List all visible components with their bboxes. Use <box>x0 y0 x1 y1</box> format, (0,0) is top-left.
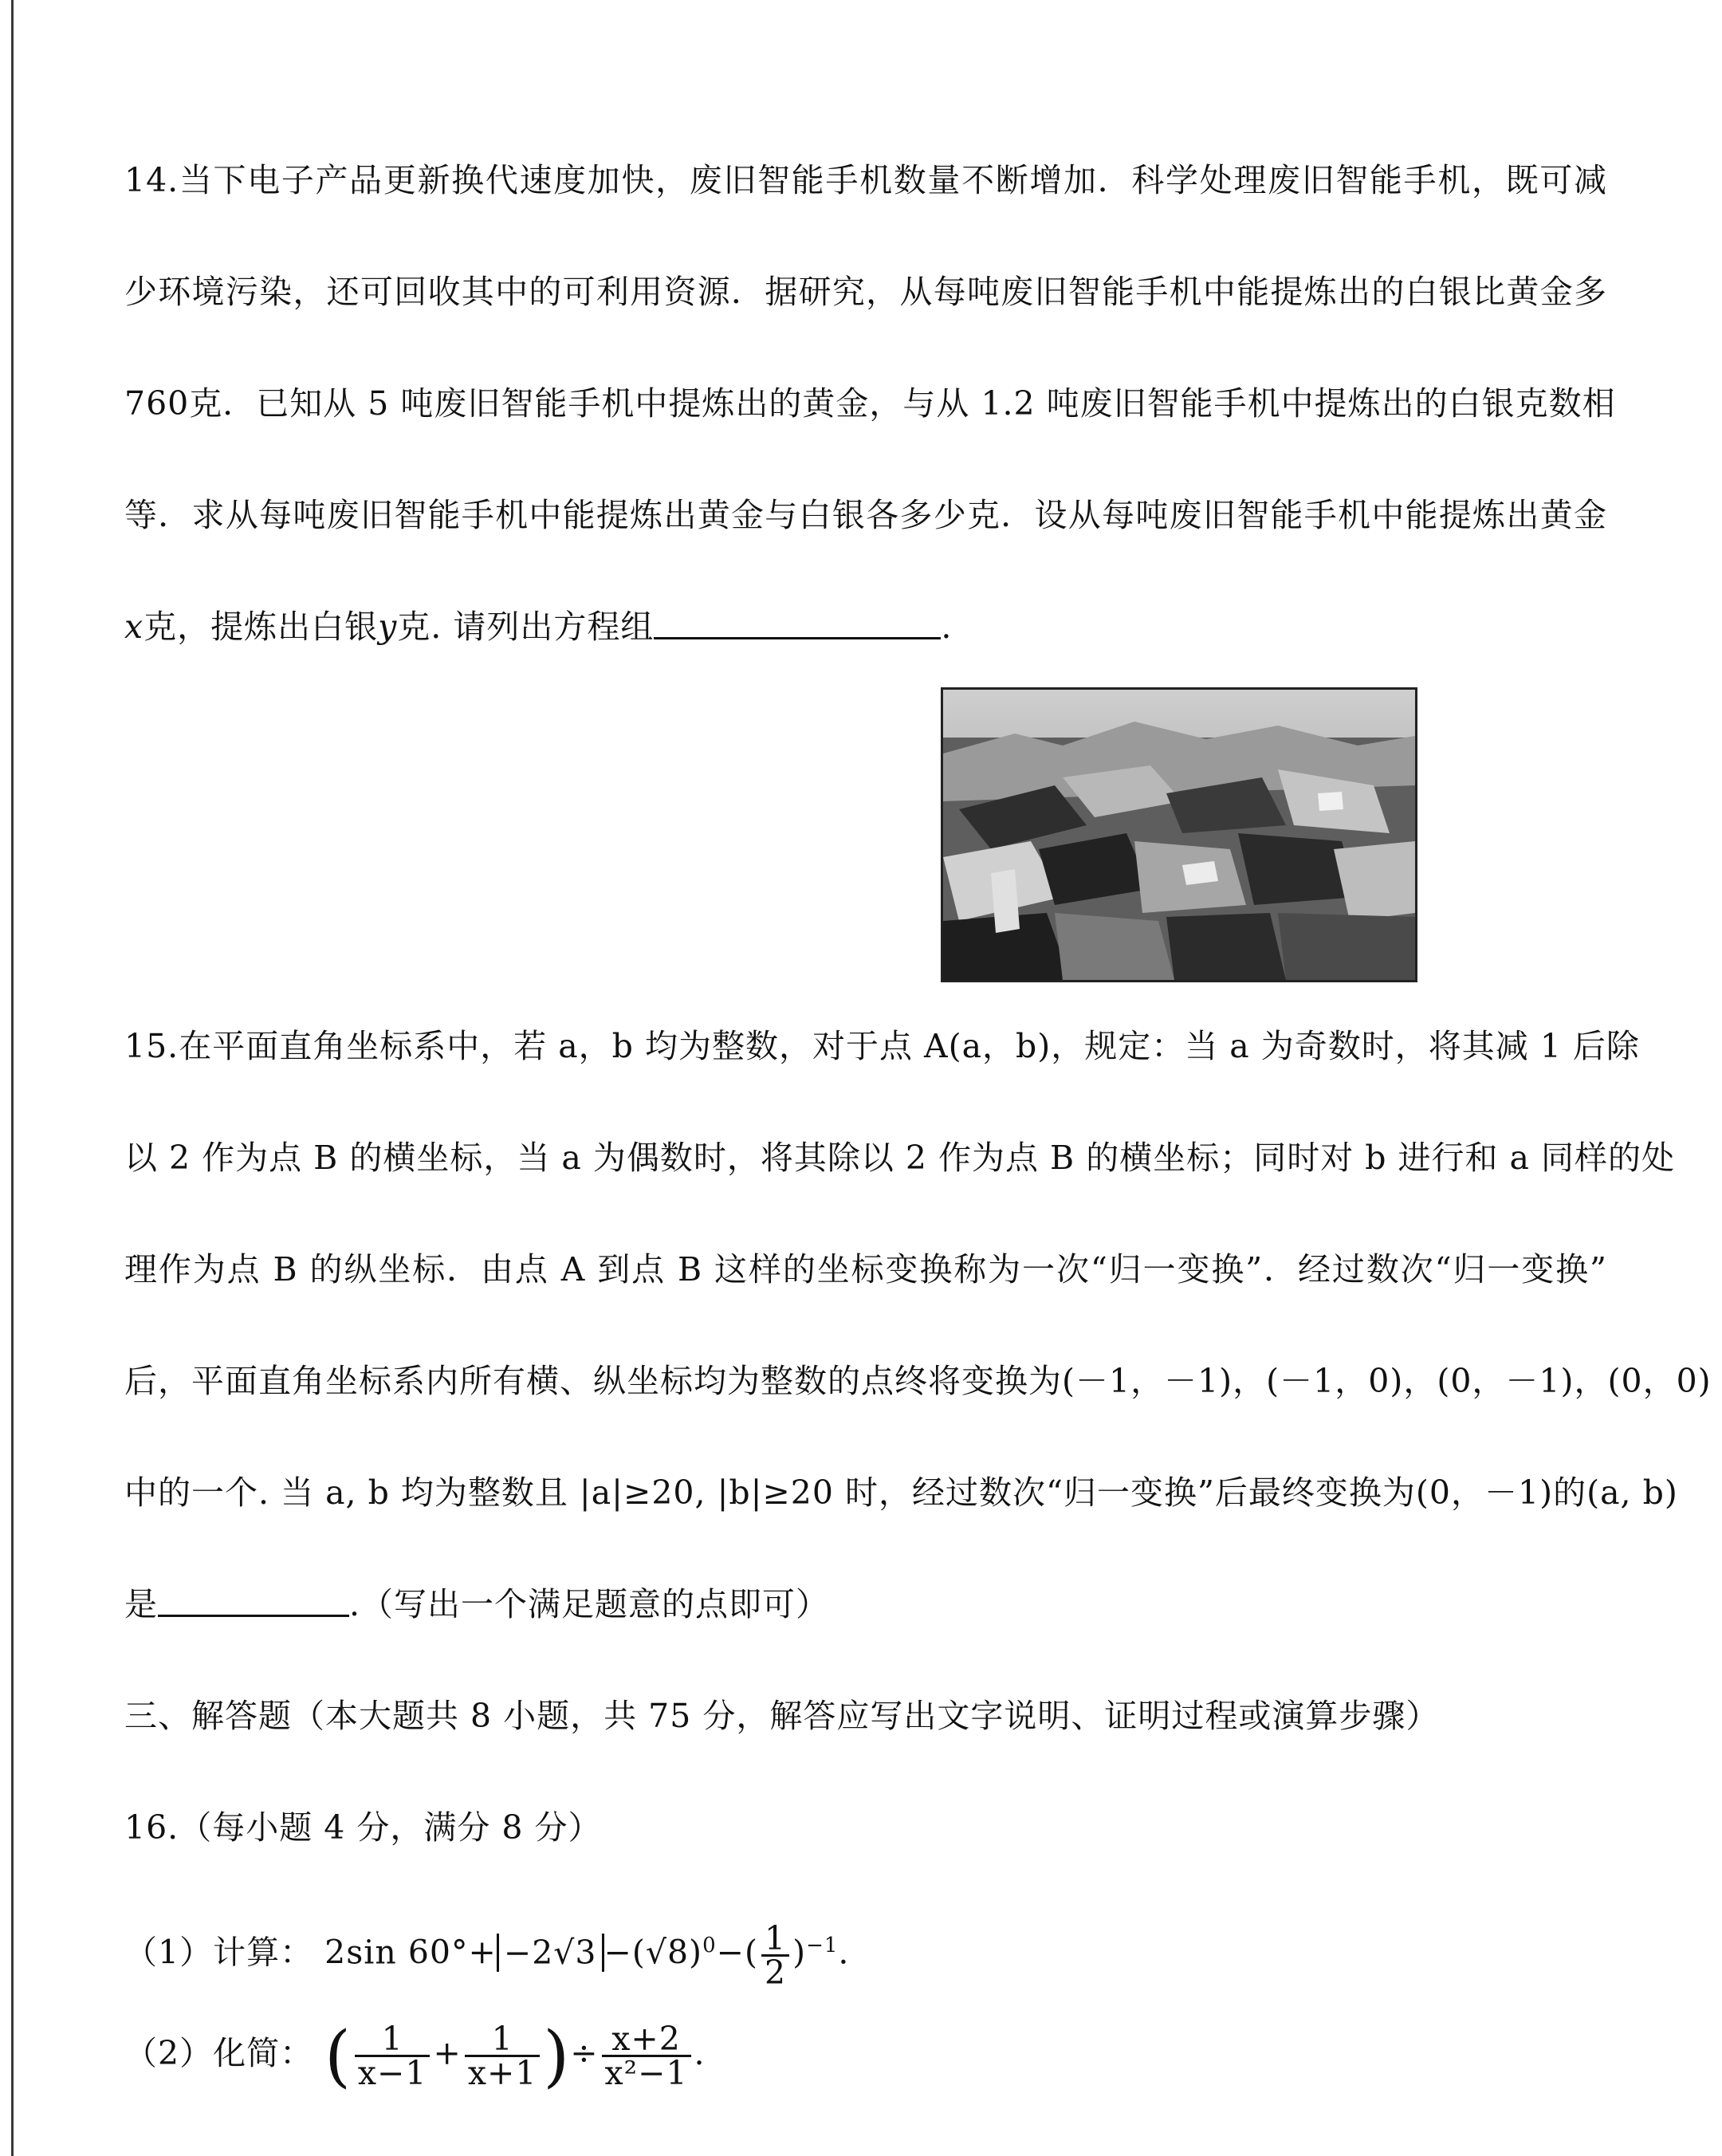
q16-part-1 <box>124 1906 1607 1992</box>
expr-term-close: ) <box>792 1933 807 1972</box>
q15-line-3: 理作为点 B 的纵坐标．由点 A 到点 B 这样的坐标变换称为一次“归一变换”．经过数次“归一变换” <box>124 1250 1607 1288</box>
q14-line-5-end: . <box>941 608 953 646</box>
q15-line-5: 中的一个. 当 a, b 均为整数且 |a|≥20, |b|≥20 时，经过数次“归一变换”后最终变换为(0，－1)的(a, b) <box>124 1473 1678 1512</box>
expr-end: . <box>838 1933 850 1972</box>
q14-line-5-text-b: 克. 请列出方程组 <box>397 608 655 646</box>
fraction-one-half <box>761 1918 789 1992</box>
abs-value-expression: −2√3 <box>497 1934 604 1972</box>
var-x: x <box>124 608 144 646</box>
q15-line-2: 以 2 作为点 B 的横坐标，当 a 为偶数时，将其除以 2 作为点 B 的横坐标；同时对 b 进行和 a 同样的处 <box>124 1139 1676 1177</box>
exponent-neg-one: −1 <box>806 1934 839 1957</box>
fraction-1-over-x-plus-1 <box>465 2020 541 2092</box>
q16-title: 16.（每小题 4 分，满分 8 分） <box>124 1808 602 1847</box>
discarded-phones-photo <box>941 687 1417 982</box>
q14-line-5 <box>124 603 1607 651</box>
q15-line-6 <box>124 1580 1607 1628</box>
q14-line-3: 760克．已知从 5 吨废旧智能手机中提炼出的黄金，与从 1.2 吨废旧智能手机中提炼出的白银克数相 <box>124 384 1616 423</box>
q15-line-6-start: 是 <box>124 1585 158 1623</box>
expr-end: . <box>694 2034 706 2072</box>
q16-part-2 <box>124 2009 1607 2097</box>
expr-term-sin: 2sin 60°+ <box>324 1933 497 1972</box>
frac-numerator: 1 <box>491 2020 513 2058</box>
divide-sign: ÷ <box>570 2034 599 2072</box>
frac-denominator: x²−1 <box>602 2055 691 2089</box>
q14-line-1: 14.当下电子产品更新换代速度加快，废旧智能手机数量不断增加．科学处理废旧智能手机，既可减 <box>124 161 1607 199</box>
fraction-1-over-x-minus-1 <box>355 2020 431 2092</box>
section-3-heading: 三、解答题（本大题共 8 小题，共 75 分，解答应写出文字说明、证明过程或演算步骤） <box>124 1697 1440 1735</box>
q15-line-4: 后，平面直角坐标系内所有横、纵坐标均为整数的点终将变换为(－1，－1)，(－1，0)，(0，－1)，(0，0) <box>124 1362 1712 1400</box>
frac-denominator: x+1 <box>465 2055 541 2089</box>
fraction-x-plus-2-over-x2-minus-1 <box>602 2020 691 2092</box>
frac-numerator: 1 <box>764 1918 787 1957</box>
exponent-zero: 0 <box>702 1934 717 1957</box>
q14-line-4: 等．求从每吨废旧智能手机中能提炼出黄金与白银各多少克．设从每吨废旧智能手机中能提炼出黄金 <box>124 496 1607 534</box>
q15-line-1: 15.在平面直角坐标系中，若 a，b 均为整数，对于点 A(a，b)，规定：当 a 为奇数时，将其减 1 后除 <box>124 1027 1640 1065</box>
expr-term-sqrt8: −(√8) <box>603 1933 703 1972</box>
q14-line-2: 少环境污染，还可回收其中的可利用资源．据研究，从每吨废旧智能手机中能提炼出的白银比黄金多 <box>124 273 1607 311</box>
answer-blank-q14 <box>654 605 941 639</box>
expr-term-open: −( <box>716 1933 758 1972</box>
right-paren: ) <box>543 2016 571 2095</box>
var-y: y <box>378 608 398 646</box>
frac-denominator: x−1 <box>355 2055 431 2089</box>
frac-numerator: x+2 <box>611 2020 681 2058</box>
frac-denominator: 2 <box>761 1954 789 1989</box>
frac-numerator: 1 <box>381 2020 403 2058</box>
q15-line-6-end: .（写出一个满足题意的点即可） <box>349 1585 830 1623</box>
q16-part-2-label: （2）化简： <box>124 2034 314 2072</box>
left-paren: ( <box>324 2016 352 2095</box>
answer-blank-q15 <box>158 1583 349 1617</box>
page-edge-line <box>11 0 14 2156</box>
plus-sign: + <box>433 2034 462 2072</box>
q14-line-5-text-a: 克，提炼出白银 <box>144 608 379 646</box>
q16-part-1-label: （1）计算： <box>124 1933 314 1972</box>
